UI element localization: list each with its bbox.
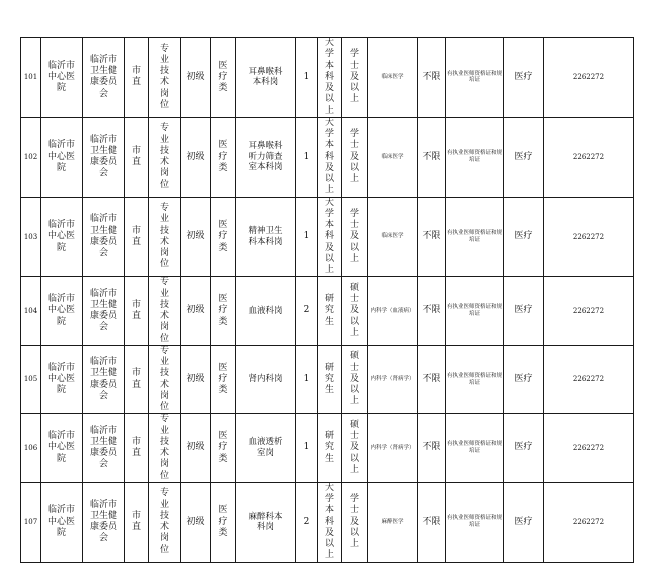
- cell-employer: [41, 482, 83, 562]
- cell-post-grade: 初级: [181, 197, 211, 277]
- cell-level-text: 市直: [131, 510, 141, 533]
- cell-education-text: 大学本科及以上: [324, 197, 334, 275]
- cell-level-text: 市直: [131, 66, 141, 88]
- cell-requirements: 有执业医师资格证和规培证: [446, 277, 504, 346]
- cell-post-grade: 初级: [181, 277, 211, 346]
- cell-education-text: 研究生: [324, 294, 334, 327]
- cell-post-type: [149, 482, 181, 562]
- cell-degree: [342, 277, 368, 346]
- cell-post-name: [236, 117, 296, 197]
- cell-phone: 2262272: [544, 197, 634, 277]
- cell-post-name: [236, 345, 296, 414]
- cell-other: 不限: [418, 38, 446, 118]
- cell-department: [83, 117, 125, 197]
- positions-table: [20, 37, 634, 563]
- cell-degree-text: 硕士及以上: [349, 419, 359, 475]
- cell-employer: [41, 345, 83, 414]
- cell-post-name-text: 麻醉科本科岗: [248, 511, 283, 533]
- cell-requirements: 有执业医师资格证和规培证: [446, 414, 504, 483]
- cell-employer-text: 临沂市中心医院: [47, 505, 75, 538]
- cell-post-grade: 初级: [181, 117, 211, 197]
- cell-major: 临床医学: [368, 38, 418, 118]
- cell-degree-text: 硕士及以上: [349, 351, 359, 407]
- cell-field: 医疗: [504, 345, 544, 414]
- cell-serial-number: 101: [21, 38, 41, 118]
- cell-department: [83, 197, 125, 277]
- cell-post-type-text: 专业技术岗位: [159, 43, 169, 110]
- cell-department-text: 临沂市卫生健康委员会: [89, 425, 117, 470]
- table-row: [21, 482, 634, 562]
- cell-requirements: 有执业医师资格证和规培证: [446, 117, 504, 197]
- table-row: [21, 117, 634, 197]
- cell-post-type-text: 专业技术岗位: [159, 277, 169, 344]
- cell-serial-number: 104: [21, 277, 41, 346]
- cell-post-name-text: 血液科岗: [248, 305, 283, 316]
- cell-post-category-text: 医疗类: [218, 362, 228, 396]
- cell-department-text: 临沂市卫生健康委员会: [89, 357, 117, 401]
- cell-employer-text: 临沂市中心医院: [47, 294, 75, 327]
- cell-post-type-text: 专业技术岗位: [159, 488, 169, 555]
- cell-education-text: 研究生: [324, 362, 334, 396]
- cell-field: 医疗: [504, 117, 544, 197]
- cell-employer-text: 临沂市中心医院: [47, 140, 75, 173]
- cell-level: [125, 117, 149, 197]
- cell-level: [125, 414, 149, 483]
- cell-level-text: 市直: [131, 225, 141, 247]
- cell-employer-text: 临沂市中心医院: [47, 362, 75, 396]
- cell-level-text: 市直: [131, 436, 141, 458]
- cell-post-grade: 初级: [181, 414, 211, 483]
- cell-education: [318, 482, 342, 562]
- cell-field: 医疗: [504, 277, 544, 346]
- cell-post-category: [211, 38, 236, 118]
- cell-education: [318, 277, 342, 346]
- table-row: [21, 197, 634, 277]
- cell-employer: [41, 414, 83, 483]
- cell-serial-number: 107: [21, 482, 41, 562]
- cell-post-grade: 初级: [181, 482, 211, 562]
- cell-requirements: 有执业医师资格证和规培证: [446, 197, 504, 277]
- cell-phone: 2262272: [544, 345, 634, 414]
- cell-degree: [342, 345, 368, 414]
- cell-employer: [41, 117, 83, 197]
- cell-other: 不限: [418, 117, 446, 197]
- cell-requirements: 有执业医师资格证和规培证: [446, 482, 504, 562]
- cell-serial-number: 103: [21, 197, 41, 277]
- cell-degree: [342, 38, 368, 118]
- cell-headcount: 1: [296, 414, 318, 483]
- cell-post-name: [236, 277, 296, 346]
- cell-post-type: [149, 117, 181, 197]
- cell-department: [83, 277, 125, 346]
- cell-degree-text: 学士及以上: [349, 494, 359, 549]
- cell-post-category-text: 医疗类: [218, 294, 228, 327]
- cell-requirements: 有执业医师资格证和规培证: [446, 345, 504, 414]
- cell-level: [125, 38, 149, 118]
- cell-post-type: [149, 345, 181, 414]
- cell-phone: 2262272: [544, 414, 634, 483]
- cell-post-grade: 初级: [181, 38, 211, 118]
- cell-department-text: 临沂市卫生健康委员会: [89, 288, 117, 333]
- cell-post-name: [236, 482, 296, 562]
- cell-headcount: 2: [296, 482, 318, 562]
- table-row: [21, 414, 634, 483]
- cell-education-text: 大学本科及以上: [324, 38, 334, 116]
- cell-degree: [342, 117, 368, 197]
- cell-post-type-text: 专业技术岗位: [159, 203, 169, 270]
- cell-post-grade: 初级: [181, 345, 211, 414]
- cell-department: [83, 38, 125, 118]
- cell-department: [83, 345, 125, 414]
- cell-education: [318, 197, 342, 277]
- table-row: [21, 38, 634, 118]
- cell-major: 内科学（血液病）: [368, 277, 418, 346]
- cell-level: [125, 277, 149, 346]
- cell-degree-text: 学士及以上: [349, 129, 359, 184]
- cell-level-text: 市直: [131, 145, 141, 168]
- cell-post-category-text: 医疗类: [218, 505, 228, 538]
- cell-post-type: [149, 414, 181, 483]
- cell-headcount: 1: [296, 117, 318, 197]
- cell-post-name: [236, 38, 296, 118]
- cell-post-name-text: 精神卫生科本科岗: [248, 226, 283, 247]
- cell-level: [125, 197, 149, 277]
- cell-post-category: [211, 345, 236, 414]
- cell-other: 不限: [418, 197, 446, 277]
- table-body: [21, 38, 634, 563]
- cell-post-type: [149, 38, 181, 118]
- cell-phone: 2262272: [544, 117, 634, 197]
- cell-education: [318, 38, 342, 118]
- cell-post-type: [149, 277, 181, 346]
- cell-post-category-text: 医疗类: [218, 431, 228, 464]
- cell-department-text: 临沂市卫生健康委员会: [89, 214, 117, 259]
- cell-other: 不限: [418, 414, 446, 483]
- cell-employer: [41, 197, 83, 277]
- cell-employer-text: 临沂市中心医院: [47, 60, 75, 93]
- cell-phone: 2262272: [544, 277, 634, 346]
- cell-major: 内科学（肾病学）: [368, 414, 418, 483]
- cell-field: 医疗: [504, 482, 544, 562]
- cell-department: [83, 414, 125, 483]
- cell-major: 麻醉医学: [368, 482, 418, 562]
- cell-serial-number: 102: [21, 117, 41, 197]
- cell-education: [318, 117, 342, 197]
- cell-education-text: 大学本科及以上: [324, 482, 334, 561]
- cell-level-text: 市直: [131, 368, 141, 390]
- cell-level-text: 市直: [131, 299, 141, 321]
- cell-degree-text: 学士及以上: [349, 208, 359, 264]
- cell-post-category-text: 医疗类: [218, 140, 228, 173]
- cell-headcount: 1: [296, 38, 318, 118]
- cell-major: 临床医学: [368, 197, 418, 277]
- cell-department-text: 临沂市卫生健康委员会: [89, 54, 117, 99]
- cell-serial-number: 106: [21, 414, 41, 483]
- cell-requirements: 有执业医师资格证和规培证: [446, 38, 504, 118]
- cell-employer: [41, 38, 83, 118]
- cell-level: [125, 482, 149, 562]
- cell-post-category: [211, 117, 236, 197]
- cell-post-category: [211, 414, 236, 483]
- cell-phone: 2262272: [544, 38, 634, 118]
- cell-post-type: [149, 197, 181, 277]
- cell-post-name-text: 耳鼻喉科本科岗: [248, 66, 283, 88]
- cell-headcount: 1: [296, 345, 318, 414]
- cell-field: 医疗: [504, 414, 544, 483]
- cell-education-text: 大学本科及以上: [324, 117, 334, 196]
- cell-education: [318, 414, 342, 483]
- cell-education: [318, 345, 342, 414]
- cell-post-category: [211, 197, 236, 277]
- cell-phone: 2262272: [544, 482, 634, 562]
- cell-post-category: [211, 277, 236, 346]
- cell-post-category: [211, 482, 236, 562]
- cell-degree-text: 学士及以上: [349, 49, 359, 105]
- cell-other: 不限: [418, 277, 446, 346]
- cell-post-name-text: 血液透析室岗: [248, 437, 283, 458]
- cell-degree: [342, 197, 368, 277]
- cell-post-type-text: 专业技术岗位: [159, 414, 169, 481]
- cell-major: 内科学（肾病学）: [368, 345, 418, 414]
- cell-post-category-text: 医疗类: [218, 220, 228, 253]
- cell-post-type-text: 专业技术岗位: [159, 345, 169, 412]
- cell-field: 医疗: [504, 38, 544, 118]
- table-row: [21, 345, 634, 414]
- cell-other: 不限: [418, 482, 446, 562]
- cell-level: [125, 345, 149, 414]
- cell-education-text: 研究生: [324, 431, 334, 464]
- cell-headcount: 2: [296, 277, 318, 346]
- cell-post-name-text: 肾内科岗: [248, 374, 283, 385]
- cell-major: 临床医学: [368, 117, 418, 197]
- cell-headcount: 1: [296, 197, 318, 277]
- cell-post-name-text: 耳鼻喉科听力筛查室本科岗: [248, 141, 283, 173]
- cell-other: 不限: [418, 345, 446, 414]
- cell-degree: [342, 414, 368, 483]
- cell-employer: [41, 277, 83, 346]
- cell-degree: [342, 482, 368, 562]
- cell-department-text: 临沂市卫生健康委员会: [89, 499, 117, 544]
- cell-department-text: 临沂市卫生健康委员会: [89, 134, 117, 179]
- cell-post-name: [236, 414, 296, 483]
- cell-field: 医疗: [504, 197, 544, 277]
- cell-department: [83, 482, 125, 562]
- cell-serial-number: 105: [21, 345, 41, 414]
- cell-post-name: [236, 197, 296, 277]
- cell-employer-text: 临沂市中心医院: [47, 431, 75, 464]
- cell-post-category-text: 医疗类: [218, 60, 228, 93]
- table-row: [21, 277, 634, 346]
- cell-employer-text: 临沂市中心医院: [47, 220, 75, 253]
- cell-degree-text: 硕士及以上: [349, 282, 359, 338]
- cell-post-type-text: 专业技术岗位: [159, 123, 169, 190]
